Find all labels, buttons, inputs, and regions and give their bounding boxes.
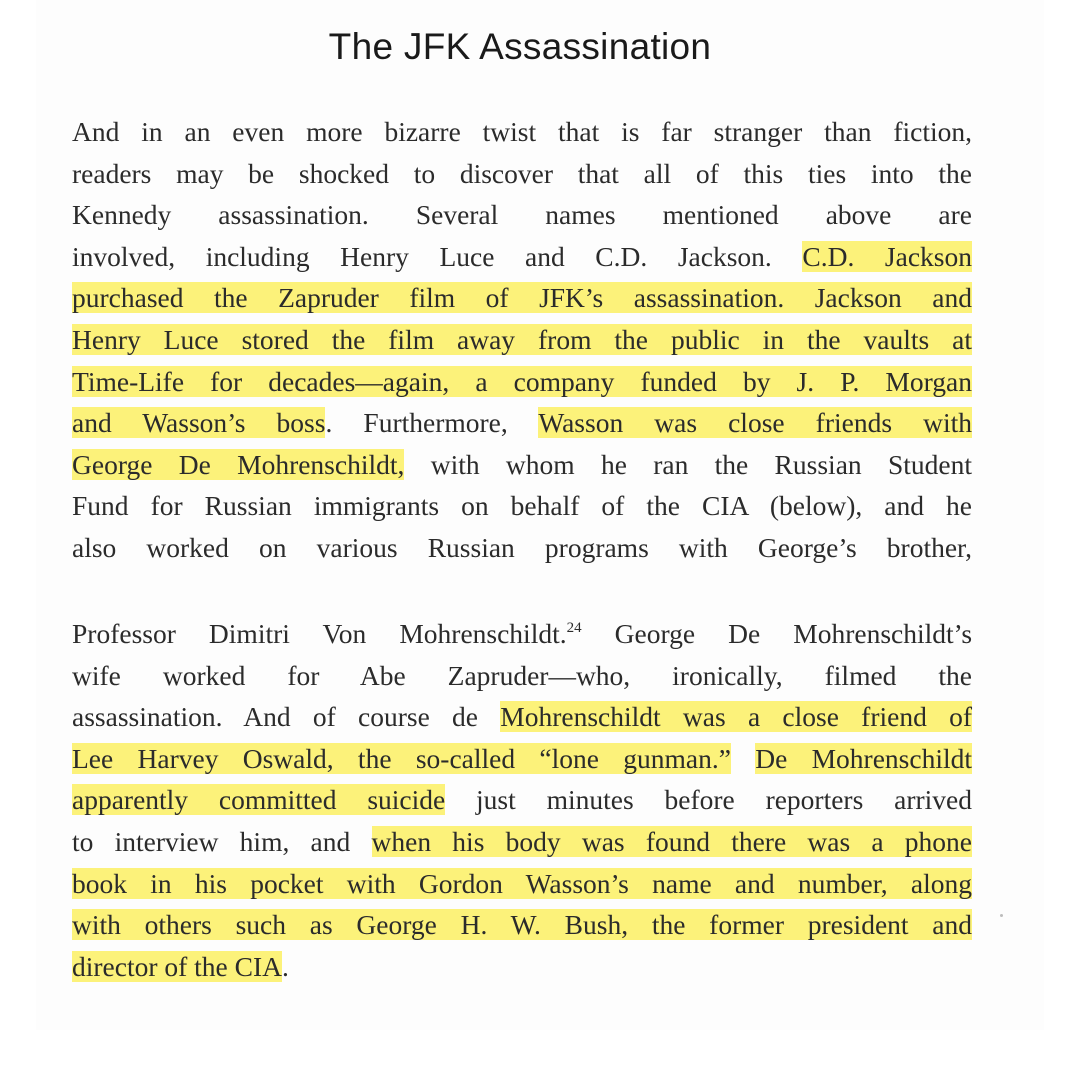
text-line xyxy=(72,444,972,486)
highlighted-text: Lee Harvey Oswald, the so-called “lone gunman.” xyxy=(72,742,731,774)
scan-speck xyxy=(1000,914,1003,917)
plain-text: just minutes before reporters arrived xyxy=(476,784,972,816)
text-line: And in an even more bizarre twist that is far stranger than fiction, xyxy=(72,116,972,147)
text-line xyxy=(72,402,972,444)
page-title: The JFK Assassination xyxy=(328,26,712,67)
plain-text: with whom he ran the Russian Student xyxy=(430,448,972,480)
plain-text: involved, including Henry Luce and C.D. Jackson. xyxy=(72,240,772,272)
plain-text: . xyxy=(282,950,289,982)
highlighted-text: book in his pocket with Gordon Wasson’s name and number, along xyxy=(72,867,972,899)
highlighted-text: with others such as George H. W. Bush, the former president and xyxy=(72,909,972,941)
text-line xyxy=(72,779,972,821)
text-line: readers may be shocked to discover that all of this ties into the xyxy=(72,157,972,189)
text-line xyxy=(72,738,972,780)
text-line xyxy=(72,821,972,863)
highlighted-text: director of the CIA xyxy=(72,950,282,982)
plain-text: Professor Dimitri Von Mohrenschildt. xyxy=(72,618,567,649)
highlighted-text: C.D. Jackson xyxy=(802,240,972,272)
text-line xyxy=(72,277,972,319)
highlighted-text: and Wasson’s boss xyxy=(72,407,326,439)
plain-text: . Furthermore, xyxy=(325,407,508,439)
text-line: Kennedy assassination. Several names mentioned above are xyxy=(72,199,972,231)
highlighted-text: purchased the Zapruder film of JFK’s assassination. Jackson and xyxy=(72,282,972,314)
plain-text: George De Mohrenschildt’s xyxy=(614,618,973,649)
plain-text: assassination. And of course de xyxy=(72,701,478,733)
highlighted-text: Wasson was close friends with xyxy=(538,407,972,439)
paragraph-two xyxy=(72,613,972,987)
text-line xyxy=(72,361,972,403)
highlighted-text: Mohrenschildt was a close friend of xyxy=(500,701,973,733)
text-line xyxy=(72,236,972,278)
highlighted-text: apparently committed suicide xyxy=(72,784,446,816)
text-line xyxy=(72,613,972,655)
text-line: also worked on various Russian programs with George’s brother, xyxy=(72,531,972,563)
text-line xyxy=(72,863,972,905)
text-line xyxy=(72,946,972,988)
text-line: wife worked for Abe Zapruder—who, ironically, filmed the xyxy=(72,659,972,691)
text-line xyxy=(72,904,972,946)
footnote-marker: 24 xyxy=(566,620,582,636)
highlighted-text: George De Mohrenschildt, xyxy=(72,448,405,480)
text-line: Fund for Russian immigrants on behalf of the CIA (below), and he xyxy=(72,490,972,522)
highlighted-text: Time-Life for decades—again, a company funded by J. P. Morgan xyxy=(72,365,972,397)
highlighted-text: Henry Luce stored the film away from the public in the vaults at xyxy=(72,323,972,355)
plain-text: to interview him, and xyxy=(72,825,351,857)
highlighted-text: De Mohrenschildt xyxy=(755,742,972,774)
text-line xyxy=(72,696,972,738)
text-line xyxy=(72,319,972,361)
highlighted-text: when his body was found there was a phone xyxy=(371,825,973,857)
paragraph-one xyxy=(72,111,972,569)
